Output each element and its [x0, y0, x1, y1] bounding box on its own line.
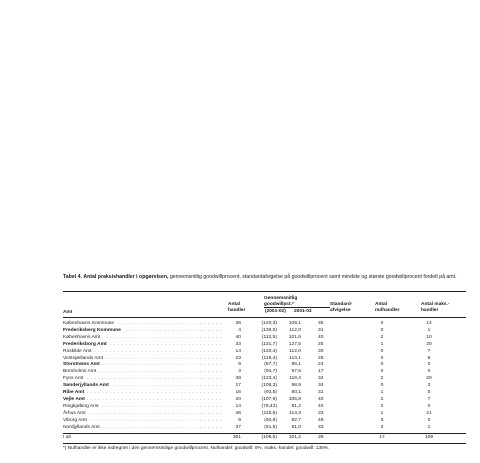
- table-row: [63, 342, 466, 348]
- cell-amt: [63, 369, 98, 375]
- table-top-rule: [63, 291, 466, 292]
- cell-nulhandler: 2: [380, 396, 384, 402]
- cell-makshandler: 5: [427, 355, 431, 361]
- cell-makshandler: 21: [426, 410, 432, 416]
- header-gennemsnitlig-group: Gennemsnitlig goodwillpct.*: [264, 296, 298, 307]
- cell-nulhandler: 0: [380, 383, 384, 389]
- cell-period2: 82,7: [291, 417, 301, 423]
- table-row: [63, 335, 466, 341]
- cell-makshandler: 10: [426, 334, 432, 340]
- cell-amt-text: Fyns Amt: [63, 376, 84, 382]
- table-bottom-rule: [63, 443, 466, 444]
- cell-handler: 40: [235, 334, 241, 340]
- cell-makshandler: 7: [427, 348, 431, 354]
- cell-period2: 127,5: [288, 341, 301, 347]
- table-row: [63, 362, 466, 368]
- cell-amt: [63, 328, 123, 334]
- cell-period2: 114,3: [289, 410, 301, 416]
- cell-nulhandler: 0: [380, 369, 384, 375]
- leader-dots: [63, 397, 223, 403]
- total-makshandler: 109: [424, 435, 434, 440]
- cell-handler: 23: [235, 355, 241, 361]
- cell-amt-text: Københavns Kommune: [63, 321, 115, 326]
- cell-nulhandler: 1: [380, 390, 384, 395]
- cell-makshandler: 0: [427, 403, 431, 409]
- cell-period1: (87,7): [264, 362, 277, 368]
- cell-nulhandler: 2: [380, 376, 384, 382]
- table-footnote: *) Nulhandler er ikke indregnet i den gennemsnitlige goodwillprocent. Nulhandel: goodwill: 0%, maks.-handel: goodwill: 136%.: [63, 446, 330, 451]
- cell-period2: 116,4: [289, 376, 301, 382]
- cell-handler: 38: [235, 376, 241, 382]
- cell-period1: (118,4): [261, 355, 277, 361]
- cell-handler: 4: [238, 327, 241, 333]
- cell-nulhandler: 0: [380, 362, 384, 368]
- table-row: [63, 356, 466, 362]
- cell-amt-text: Frederiksberg Kommune: [63, 327, 121, 333]
- cell-amt-text: Bornholms Amt: [63, 369, 97, 375]
- table-total-row: [63, 435, 466, 441]
- header-period-2001-03: 2001-03: [294, 309, 312, 314]
- header-antal-nulhandler: Antal nulhandler: [375, 302, 400, 313]
- cell-period1: (120,4): [261, 348, 277, 354]
- leader-dots: [63, 376, 223, 382]
- cell-period1: (106,3): [261, 383, 277, 389]
- table-row: [63, 376, 466, 382]
- cell-nulhandler: 1: [380, 341, 384, 347]
- cell-amt: [63, 356, 105, 362]
- cell-amt: [63, 383, 111, 389]
- cell-makshandler: 0: [427, 362, 431, 368]
- cell-period1: (112,5): [261, 334, 277, 340]
- cell-standard: 49: [318, 417, 324, 423]
- cell-period1: (123,4): [261, 376, 277, 382]
- cell-period2: 112,0: [289, 348, 301, 354]
- cell-standard: 30: [318, 348, 324, 354]
- cell-period2: 80,1: [291, 390, 301, 395]
- cell-amt-text: Vestsjællands Amt: [63, 355, 103, 361]
- header-group-rule: [264, 307, 330, 308]
- cell-handler: 14: [235, 403, 241, 409]
- cell-amt: [63, 390, 86, 396]
- total-period2: 101,2: [288, 435, 301, 440]
- cell-nulhandler: 2: [380, 334, 384, 340]
- cell-handler: 9: [238, 362, 241, 368]
- cell-nulhandler: 3: [380, 417, 384, 423]
- cell-standard: 24: [318, 362, 324, 368]
- cell-amt-text: Frederiksborg Amt: [63, 341, 107, 347]
- cell-amt: [63, 321, 116, 327]
- total-label: I alt: [63, 435, 71, 440]
- cell-handler: 16: [235, 390, 241, 395]
- cell-nulhandler: 2: [380, 403, 384, 409]
- cell-amt-text: Ribe Amt: [63, 390, 85, 395]
- cell-makshandler: 0: [427, 417, 431, 423]
- cell-amt-text: Sønderjyllands Amt: [63, 383, 109, 389]
- cell-nulhandler: 0: [380, 327, 384, 333]
- table-row: [63, 397, 466, 403]
- cell-standard: 40: [318, 334, 324, 340]
- table-row: [63, 425, 466, 431]
- cell-amt: [63, 418, 89, 424]
- cell-amt: [63, 342, 109, 348]
- cell-amt: [63, 362, 102, 368]
- cell-standard: 35: [318, 321, 324, 326]
- cell-amt-text: Københavns Amt: [63, 334, 101, 340]
- total-nulhandler: 17: [379, 435, 385, 440]
- caption-title: Antal praksishandler i opgørelsen,: [83, 274, 169, 280]
- cell-makshandler: 0: [427, 390, 431, 395]
- cell-period2: 101,6: [288, 334, 301, 340]
- cell-period2: 97,6: [291, 369, 301, 375]
- cell-handler: 37: [235, 424, 241, 430]
- cell-standard: 31: [318, 390, 324, 395]
- cell-amt: [63, 425, 102, 431]
- cell-amt-text: Roskilde Amt: [63, 348, 92, 354]
- cell-standard: 34: [318, 383, 324, 389]
- cell-standard: 31: [318, 327, 324, 333]
- cell-handler: 3: [238, 369, 241, 375]
- cell-nulhandler: 0: [380, 355, 384, 361]
- cell-amt: [63, 411, 88, 417]
- total-standard: 39: [318, 435, 324, 440]
- cell-standard: 34: [318, 376, 324, 382]
- cell-standard: 25: [318, 355, 324, 361]
- table-row: [63, 404, 466, 410]
- cell-period1: (107,9): [261, 396, 277, 402]
- table-row: [63, 418, 466, 424]
- cell-makshandler: 0: [427, 369, 431, 375]
- header-antal-handler: Antal handler: [228, 302, 246, 313]
- header-period-2001-02: (2001-02): [265, 309, 286, 314]
- cell-makshandler: 1: [427, 424, 431, 430]
- header-antal-maks-handler: Antal maks.-handler: [421, 302, 450, 313]
- cell-period2: 81,2: [291, 403, 301, 409]
- table-row: [63, 349, 466, 355]
- cell-standard: 17: [318, 369, 324, 375]
- total-period1: (106,5): [261, 435, 277, 440]
- header-bottom-rule: [63, 317, 466, 318]
- cell-standard: 40: [318, 403, 324, 409]
- cell-period1: (79,43): [261, 403, 277, 409]
- caption-text: gennemsnitlig goodwillprocent, standardafvigelse på goodwillprocent samt mindste og største goodwillprocent fordelt på amt.: [169, 274, 457, 280]
- cell-amt: [63, 349, 94, 355]
- cell-makshandler: 14: [426, 321, 432, 326]
- table-row: [63, 390, 466, 396]
- cell-amt: [63, 404, 101, 410]
- cell-period1: (120,3): [261, 321, 277, 326]
- table-row: [63, 321, 466, 327]
- cell-nulhandler: 3: [380, 424, 384, 430]
- cell-period1: (136,0): [261, 327, 277, 333]
- cell-handler: 20: [235, 396, 241, 402]
- cell-amt-text: Viborg Amt: [63, 417, 87, 423]
- cell-nulhandler: 0: [380, 321, 384, 326]
- table-row: [63, 369, 466, 375]
- table-row: [63, 328, 466, 334]
- cell-period2: 113,1: [289, 355, 301, 361]
- cell-nulhandler: 0: [380, 348, 384, 354]
- cell-handler: 17: [235, 383, 241, 389]
- total-handler: 361: [232, 435, 241, 440]
- header-amt: Amt: [63, 310, 73, 315]
- cell-handler: 36: [235, 321, 241, 326]
- cell-standard: 40: [318, 396, 324, 402]
- cell-amt-text: Århus Amt: [63, 410, 86, 416]
- cell-amt: [63, 376, 85, 382]
- cell-period2: 105,8: [288, 396, 301, 402]
- leader-dots: [63, 390, 223, 396]
- cell-makshandler: 20: [426, 376, 432, 382]
- cell-period1: (61,5): [264, 424, 277, 430]
- cell-period2: 109,1: [288, 321, 301, 326]
- table-row: [63, 411, 466, 417]
- cell-period1: (60,8): [264, 417, 277, 423]
- cell-amt-text: Vejle Amt: [63, 396, 85, 402]
- cell-period2: 61,0: [291, 424, 301, 430]
- cell-period1: (131,7): [261, 341, 277, 347]
- cell-nulhandler: 1: [380, 410, 384, 416]
- cell-period1: (116,6): [261, 410, 277, 416]
- cell-amt-text: Nordjyllands Amt: [63, 424, 100, 430]
- cell-handler: 46: [235, 410, 241, 416]
- cell-handler: 9: [238, 417, 241, 423]
- cell-period2: 98,9: [291, 383, 301, 389]
- cell-amt-text: Ringkjøbing Amt: [63, 403, 99, 409]
- cell-makshandler: 3: [427, 383, 431, 389]
- cell-amt-text: Storstrøms Amt: [63, 362, 100, 368]
- cell-handler: 14: [235, 348, 241, 354]
- cell-makshandler: 20: [426, 341, 432, 347]
- cell-makshandler: 7: [427, 396, 431, 402]
- cell-period2: 86,1: [291, 362, 301, 368]
- caption-label: Tabel 4.: [63, 274, 82, 280]
- total-top-rule: [63, 433, 466, 434]
- cell-standard: 33: [318, 410, 324, 416]
- cell-period1: (94,7): [264, 369, 277, 375]
- table-caption: [63, 274, 471, 281]
- cell-period2: 112,0: [289, 327, 301, 333]
- cell-standard: 25: [318, 341, 324, 347]
- table-row: [63, 383, 466, 389]
- cell-handler: 33: [235, 341, 241, 347]
- header-standardafvigelse: Standard-afvigelse: [330, 302, 353, 313]
- cell-amt: [63, 335, 102, 341]
- cell-amt: [63, 397, 87, 403]
- cell-period1: (93,5): [264, 390, 277, 395]
- cell-makshandler: 1: [427, 327, 431, 333]
- cell-standard: 33: [318, 424, 324, 430]
